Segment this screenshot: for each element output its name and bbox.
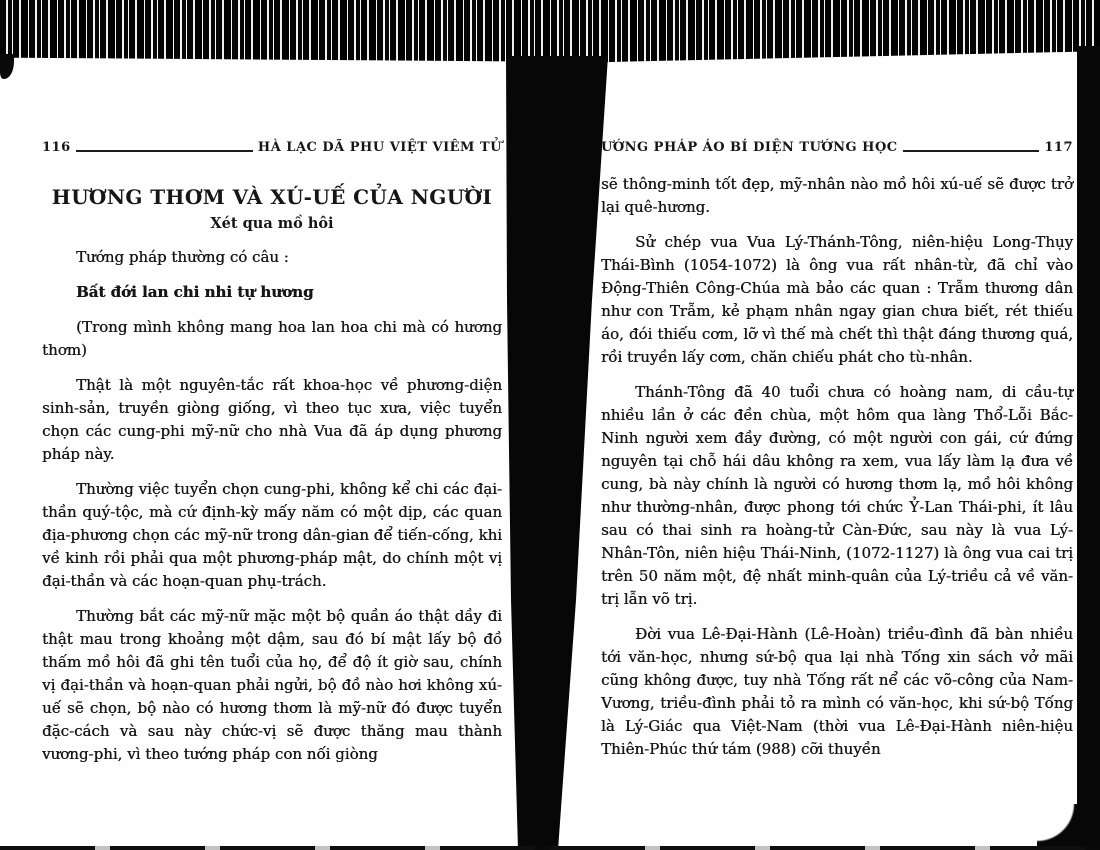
paragraph: Tướng pháp thường có câu :	[76, 248, 289, 266]
scan-artifact-rounded-page-corner	[1037, 804, 1078, 847]
scan-artifact-barcode-stripes	[0, 0, 1100, 64]
scan-artifact-topleft-smudge	[0, 54, 14, 79]
left-page-running-header	[42, 140, 502, 155]
paragraph-translation: (Trong mình không mang hoa lan hoa chi mà có hương thơm)	[42, 318, 502, 359]
paragraph: Thật là một nguyên-tắc rất khoa-học về phương-diện sinh-sản, truyền giòng giống, vì theo tục xưa, việc tuyển chọn các cung-phi mỹ-nữ cho nhà Vua đã áp dụng phương pháp này.	[42, 376, 502, 463]
header-rule	[76, 150, 253, 152]
right-page	[601, 140, 1073, 773]
scan-artifact-right-edge-shadow	[1077, 46, 1100, 850]
scan-artifact-gutter-shadow	[498, 40, 616, 850]
chapter-title: HƯƠNG THƠM VÀ XÚ-UẾ CỦA NGƯỜI	[51, 185, 493, 209]
paragraph: sẽ thông-minh tốt đẹp, mỹ-nhân nào mồ hôi xú-uế sẽ được trở lại quê-hương.	[601, 175, 1073, 216]
right-running-title: ƯỚNG PHÁP ÁO BÍ DIỆN TƯỚNG HỌC	[601, 140, 898, 155]
right-page-running-header	[601, 140, 1073, 155]
header-rule	[903, 150, 1040, 152]
chapter-subtitle: Xét qua mồ hôi	[210, 215, 334, 232]
paragraph-quote: Bất đới lan chi nhi tự hương	[76, 283, 314, 301]
right-page-number: 117	[1044, 140, 1073, 155]
paragraph: Thánh-Tông đã 40 tuổi chưa có hoàng nam, di cầu-tự nhiều lần ở các đền chùa, một hôm qua làng Thổ-Lỗi Bắc-Ninh người xem đầy đường, có một người con gái, cứ đứng nguyên tại chỗ hái dâu không ra xem, vua lấy làm lạ đưa về cung, bà này chính là người có hương thơm lạ, mồ hôi không như thường-nhân, được phong tới chức Ỷ-Lan Thái-phi, ít lâu sau có thai sinh ra hoàng-tử Càn-Đức, sau này là vua Lý-Nhân-Tôn, niên hiệu Thái-Ninh, (1072-1127) là ông vua cai trị trên 50 năm một, đệ nhất minh-quân của Lý-triều cả về văn-trị lẫn võ trị.	[601, 383, 1073, 608]
paragraph: Sử chép vua Vua Lý-Thánh-Tông, niên-hiệu Long-Thụy Thái-Bình (1054-1072) là ông vua rất nhân-từ, đã chỉ vào Động-Thiên Công-Chúa mà bảo các quan : Trẫm thương dân như con Trẫm, kẻ phạm nhân ngay gian chưa biết, rét thiếu áo, đói thiếu cơm, lỡ vì thế mà chết thì thật đáng thương quá, rồi truyền lấy cơm, chăn chiếu phát cho tù-nhân.	[601, 233, 1073, 366]
left-running-title: HÀ LẠC DÃ PHU VIỆT VIÊM TỬ	[257, 140, 502, 155]
paragraph: Thường việc tuyển chọn cung-phi, không kể chi các đại-thần quý-tộc, mà cứ định-kỳ mấy năm có một dịp, các quan địa-phương chọn các mỹ-nữ trong dân-gian để tiến-cống, khi về kinh rồi phải qua một phương-pháp mật, do chính một vị đại-thần và các hoạn-quan phụ-trách.	[42, 480, 502, 590]
paragraph: Đời vua Lê-Đại-Hành (Lê-Hoàn) triều-đình đã bàn nhiều tới văn-học, nhưng sứ-bộ qua lại nhà Tống xin sách vở mãi cũng không được, tuy nhà Tống rất nể các võ-công của Nam-Vương, triều-đình phải tỏ ra mình có văn-học, khi sứ-bộ Tống là Lý-Giác qua Việt-Nam (thời vua Lê-Đại-Hành niên-hiệu Thiên-Phúc thứ tám (988) cỡi thuyền	[601, 625, 1073, 758]
left-page	[42, 140, 502, 778]
paragraph: Thường bắt các mỹ-nữ mặc một bộ quần áo thật dầy đi thật mau trong khoảng một dậm, sau đó bí mật lấy bộ đồ thấm mồ hôi đã ghi tên tuổi của họ, để độ ít giờ sau, chính vị đại-thần và hoạn-quan phải ngửi, bộ đồ nào hơi không xú-uế sẽ chọn, bộ nào có hương thơm là mỹ-nữ đó được tuyển đặc-cách và sau này chức-vị sẽ được thăng mau thành vương-phi, vì theo tướng pháp con nối giòng	[42, 607, 502, 763]
scan-artifact-bottom-edge	[0, 846, 1100, 850]
left-page-number: 116	[42, 140, 71, 155]
